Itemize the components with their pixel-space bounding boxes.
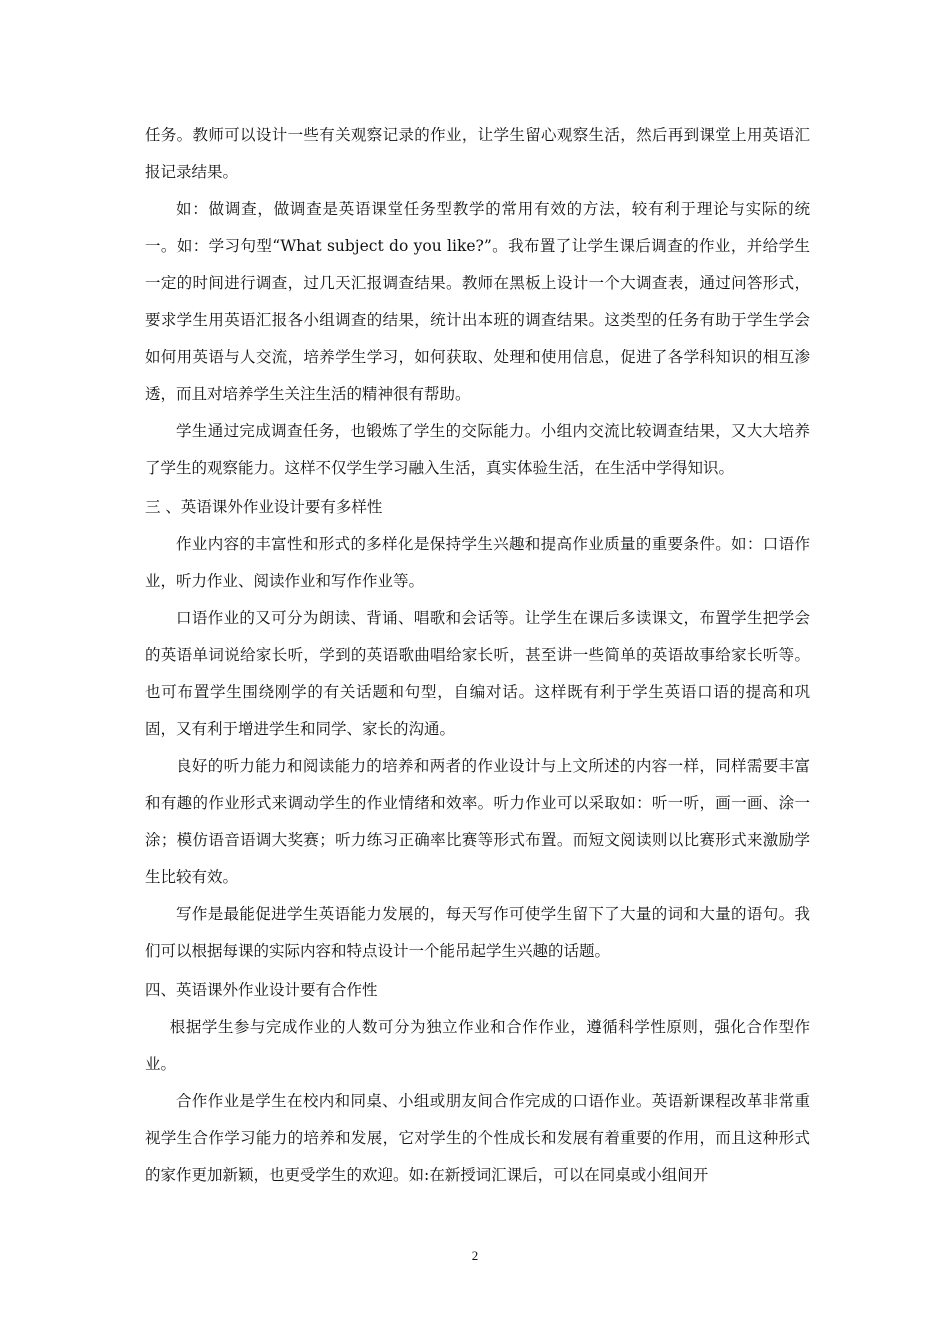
paragraph-5: 口语作业的又可分为朗读、背诵、唱歌和会话等。让学生在课后多读课文，布置学生把学会的英语单词说给家长听，学到的英语歌曲唱给家长听，甚至讲一些简单的英语故事给家长听等。也可布置学生围绕刚学的有关话题和句型，自编对话。这样既有利于学生英语口语的提高和巩固，又有利于增进学生和同学、家长的沟通。 — [145, 609, 810, 738]
paragraph-9: 合作作业是学生在校内和同桌、小组或朋友间合作完成的口语作业。英语新课程改革非常重视学生合作学习能力的培养和发展，它对学生的个性成长和发展有着重要的作用，而且这种形式的家作更加新颖，也更受学生的欢迎。如:在新授词汇课后，可以在同桌或小组间开 — [145, 1092, 810, 1184]
paragraph-8: 根据学生参与完成作业的人数可分为独立作业和合作作业，遵循科学性原则，强化合作型作业。 — [145, 1018, 810, 1073]
section-heading-4: 四、英语课外作业设计要有合作性 — [145, 981, 378, 999]
paragraph-4: 作业内容的丰富性和形式的多样化是保持学生兴趣和提高作业质量的重要条件。如：口语作业，听力作业、阅读作业和写作作业等。 — [145, 535, 810, 590]
section-heading-3: 三 、英语课外作业设计要有多样性 — [145, 498, 383, 516]
paragraph-3: 学生通过完成调查任务，也锻炼了学生的交际能力。小组内交流比较调查结果，又大大培养了学生的观察能力。这样不仅学生学习融入生活，真实体验生活，在生活中学得知识。 — [145, 422, 810, 477]
paragraph-7: 写作是最能促进学生英语能力发展的，每天写作可使学生留下了大量的词和大量的语句。我们可以根据每课的实际内容和特点设计一个能吊起学生兴趣的话题。 — [145, 905, 810, 960]
paragraph-6: 良好的听力能力和阅读能力的培养和两者的作业设计与上文所述的内容一样，同样需要丰富和有趣的作业形式来调动学生的作业情绪和效率。听力作业可以采取如：听一听，画一画、涂一涂；模仿语音语调大奖赛；听力练习正确率比赛等形式布置。而短文阅读则以比赛形式来激励学生比较有效。 — [145, 757, 810, 886]
page-number: 2 — [471, 1248, 479, 1263]
paragraph-2: 如：做调查，做调查是英语课堂任务型教学的常用有效的方法，较有利于理论与实际的统一。如：学习句型“What subject do you like?”。我布置了让学生课后调查的作业，并给学生一定的时间进行调查，过几天汇报调查结果。教师在黑板上设计一个大调查表，通过问答形式，要求学生用英语汇报各小组调查的结果，统计出本班的调查结果。这类型的任务有助于学生学会如何用英语与人交流，培养学生学习，如何获取、处理和使用信息，促进了各学科知识的相互渗透，而且对培养学生关注生活的精神很有帮助。 — [145, 200, 810, 403]
document-body — [145, 117, 810, 1194]
paragraph-1: 任务。教师可以设计一些有关观察记录的作业，让学生留心观察生活，然后再到课堂上用英语汇报记录结果。 — [145, 126, 810, 181]
